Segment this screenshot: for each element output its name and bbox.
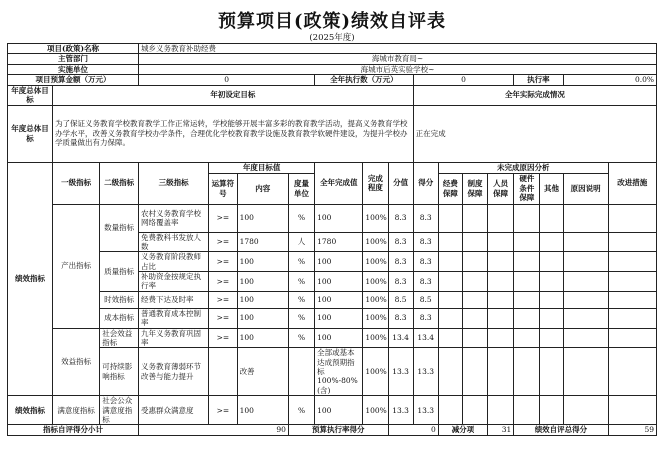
cell-empty	[462, 204, 487, 232]
budget-label: 项目预算金额（万元）	[8, 75, 139, 85]
cell-empty	[488, 204, 514, 232]
cell-empty	[563, 308, 608, 328]
cell-empty	[608, 328, 656, 348]
cell-empty	[514, 328, 540, 348]
cell-empty	[438, 396, 462, 425]
row-actual: 100	[315, 272, 363, 292]
cell-empty	[438, 348, 462, 396]
group-sustain: 可持续影响指标	[100, 348, 139, 396]
row-name: 补助资金按规定执行率	[139, 272, 209, 292]
table-row	[8, 328, 657, 348]
header-row-1	[8, 162, 657, 173]
row-content: 1780	[237, 232, 288, 252]
header-score: 得分	[413, 162, 438, 204]
row-op: >=	[209, 328, 237, 348]
row-content: 100	[237, 328, 288, 348]
cell-empty	[514, 308, 540, 328]
header-r3: 人员保障	[488, 173, 514, 204]
cell-empty	[462, 348, 487, 396]
cell-empty	[540, 232, 563, 252]
group-satisfaction: 满意度指标	[53, 396, 100, 425]
row-score: 13.3	[413, 348, 438, 396]
group-social: 社会效益指标	[100, 328, 139, 348]
cell-empty	[563, 291, 608, 308]
row-degree: 100%	[363, 396, 388, 425]
row-op: >=	[209, 272, 237, 292]
row-op: >=	[209, 396, 237, 425]
row-score: 8.3	[413, 252, 438, 272]
rate-label: 执行率	[514, 75, 563, 85]
row-val: 13.4	[388, 328, 413, 348]
cell-empty	[514, 348, 540, 396]
header-r2: 制度保障	[462, 173, 487, 204]
cell-empty	[540, 204, 563, 232]
header-lv3: 三级指标	[139, 162, 209, 204]
row-degree: 100%	[363, 252, 388, 272]
table-row	[8, 204, 657, 232]
row-content: 100	[237, 204, 288, 232]
header-r4: 硬件条件保障	[514, 173, 540, 204]
cell-empty	[608, 232, 656, 252]
cell-empty	[540, 328, 563, 348]
info-row-budget	[8, 75, 657, 85]
evaluation-table	[7, 43, 657, 436]
cell-empty	[488, 252, 514, 272]
exec-value: 0	[413, 75, 514, 85]
cell-empty	[608, 348, 656, 396]
row-degree: 100%	[363, 272, 388, 292]
cell-empty	[462, 328, 487, 348]
header-r1: 经费保障	[438, 173, 462, 204]
row-unit: %	[288, 328, 314, 348]
footer-row	[8, 425, 657, 435]
cell-empty	[514, 252, 540, 272]
row-name: 九年义务教育巩固率	[139, 328, 209, 348]
row-name: 经费下达及时率	[139, 291, 209, 308]
table-row	[8, 308, 657, 328]
row-op: >=	[209, 308, 237, 328]
row-unit: 人	[288, 232, 314, 252]
cell-empty	[514, 204, 540, 232]
info-row-project	[8, 44, 657, 54]
table-row	[8, 396, 657, 425]
table-row	[8, 291, 657, 308]
row-val: 8.3	[388, 272, 413, 292]
cell-empty	[462, 396, 487, 425]
info-row-unit	[8, 64, 657, 74]
row-op	[209, 348, 237, 396]
cell-empty	[514, 291, 540, 308]
goal-status: 正在完成	[413, 105, 656, 162]
cell-empty	[540, 348, 563, 396]
cell-empty	[540, 396, 563, 425]
header-r6: 原因说明	[563, 173, 608, 204]
self-score-value: 90	[139, 425, 289, 435]
project-value: 城乡义务教育补助经费	[139, 44, 657, 54]
header-op: 运算符号	[209, 173, 237, 204]
header-degree: 完成程度	[363, 162, 388, 204]
cell-empty	[438, 308, 462, 328]
row-actual: 100	[315, 396, 363, 425]
cell-empty	[514, 272, 540, 292]
dept-label: 主管部门	[8, 54, 139, 64]
cell-empty	[438, 291, 462, 308]
cell-empty	[540, 272, 563, 292]
row-unit: %	[288, 204, 314, 232]
row-actual: 100	[315, 252, 363, 272]
info-row-dept	[8, 54, 657, 64]
row-unit: %	[288, 252, 314, 272]
cell-empty	[514, 396, 540, 425]
cell-empty	[563, 328, 608, 348]
row-unit: %	[288, 272, 314, 292]
row-score: 8.3	[413, 204, 438, 232]
cell-empty	[438, 252, 462, 272]
initial-goal-header: 年初设定目标	[53, 85, 414, 105]
cell-empty	[462, 272, 487, 292]
row-degree: 100%	[363, 204, 388, 232]
cell-empty	[438, 328, 462, 348]
row-degree: 100%	[363, 328, 388, 348]
unit-label: 实施单位	[8, 64, 139, 74]
row-unit: %	[288, 308, 314, 328]
page-title: 预算项目(政策)绩效自评表	[217, 11, 447, 32]
cell-empty	[488, 328, 514, 348]
perf-label-2: 绩效指标	[8, 396, 53, 425]
row-name: 义务教育阶段教师占比	[139, 252, 209, 272]
row-name: 义务教育薄弱环节改善与能力提升	[139, 348, 209, 396]
group-benefit: 效益指标	[53, 328, 100, 396]
cell-empty	[563, 272, 608, 292]
goal-label: 年度总体目标	[8, 105, 53, 162]
deduct-value: 31	[488, 425, 514, 435]
row-name: 免费教科书发放人数	[139, 232, 209, 252]
row-degree: 100%	[363, 291, 388, 308]
group-satis-sub: 社会公众满意度指标	[100, 396, 139, 425]
deduct-label: 减分项	[438, 425, 487, 435]
row-content: 改善	[237, 348, 288, 396]
goal-text: 为了保证义务教育学校教育教学工作正常运转，学校能够开展丰富多彩的教育教学活动，提高义务教育学校办学水平，改善义务教育学校办学条件，合理优化学校教育教学设施及教育教学软硬件建设，为提升学校办学质量做出有力保障。	[53, 105, 414, 162]
row-score: 13.4	[413, 328, 438, 348]
row-val: 8.5	[388, 291, 413, 308]
header-lv2: 二级指标	[100, 162, 139, 204]
row-op: >=	[209, 291, 237, 308]
row-actual: 100	[315, 204, 363, 232]
unit-value: 海城市后英实验学校~	[139, 64, 657, 74]
row-actual: 100	[315, 308, 363, 328]
exec-label: 全年执行数（万元）	[315, 75, 414, 85]
group-cost: 成本指标	[100, 308, 139, 328]
row-score: 13.3	[413, 396, 438, 425]
total-score-value: 59	[608, 425, 656, 435]
budget-score-label: 预算执行率得分	[288, 425, 388, 435]
header-r5: 其他	[540, 173, 563, 204]
actual-goal-header: 全年实际完成情况	[413, 85, 656, 105]
row-actual: 100	[315, 291, 363, 308]
header-unit: 度量单位	[288, 173, 314, 204]
row-val: 13.3	[388, 348, 413, 396]
row-degree: 100%	[363, 308, 388, 328]
cell-empty	[608, 252, 656, 272]
row-content: 100	[237, 291, 288, 308]
row-degree: 100%	[363, 348, 388, 396]
perf-label: 绩效指标	[8, 162, 53, 396]
total-score-label: 绩效自评总得分	[514, 425, 608, 435]
goals-content-row	[8, 105, 657, 162]
cell-empty	[438, 272, 462, 292]
row-score: 8.3	[413, 272, 438, 292]
header-fix: 改进措施	[608, 162, 656, 204]
row-val: 8.3	[388, 204, 413, 232]
group-output: 产出指标	[53, 204, 100, 328]
cell-empty	[563, 252, 608, 272]
cell-empty	[488, 232, 514, 252]
header-score-val: 分值	[388, 162, 413, 204]
row-unit: %	[288, 291, 314, 308]
cell-empty	[608, 272, 656, 292]
row-content: 100	[237, 272, 288, 292]
cell-empty	[540, 308, 563, 328]
row-op: >=	[209, 204, 237, 232]
goals-section-label: 年度总体目标	[8, 85, 53, 105]
cell-empty	[462, 308, 487, 328]
row-val: 8.3	[388, 252, 413, 272]
table-row	[8, 252, 657, 272]
header-annual-target: 年度目标值	[209, 162, 315, 173]
row-score: 8.3	[413, 308, 438, 328]
header-content: 内容	[237, 173, 288, 204]
budget-score-value: 0	[388, 425, 438, 435]
page-subtitle: (2025年度)	[309, 33, 355, 43]
row-content: 100	[237, 252, 288, 272]
row-val: 8.3	[388, 232, 413, 252]
group-qty: 数量指标	[100, 204, 139, 252]
cell-empty	[488, 396, 514, 425]
cell-empty	[563, 204, 608, 232]
row-name: 农村义务教育学校网络覆盖率	[139, 204, 209, 232]
header-reasons: 未完成原因分析	[438, 162, 608, 173]
cell-empty	[488, 272, 514, 292]
row-name: 受惠群众满意度	[139, 396, 209, 425]
dept-value: 海城市教育局~	[139, 54, 657, 64]
row-degree: 100%	[363, 232, 388, 252]
cell-empty	[438, 232, 462, 252]
cell-empty	[608, 308, 656, 328]
row-score: 8.5	[413, 291, 438, 308]
cell-empty	[438, 204, 462, 232]
project-label: 项目(政策)名称	[8, 44, 139, 54]
cell-empty	[488, 291, 514, 308]
cell-empty	[462, 291, 487, 308]
row-score: 8.3	[413, 232, 438, 252]
header-lv1: 一级指标	[53, 162, 100, 204]
table-row	[8, 348, 657, 396]
rate-value: 0.0%	[563, 75, 656, 85]
goals-header-row	[8, 85, 657, 105]
cell-empty	[608, 396, 656, 425]
row-content: 100	[237, 308, 288, 328]
row-name: 普通教育成本控制率	[139, 308, 209, 328]
row-actual: 全部或基本达成预期指标100%-80%(含)	[315, 348, 363, 396]
row-unit: %	[288, 396, 314, 425]
cell-empty	[514, 232, 540, 252]
row-actual: 100	[315, 328, 363, 348]
cell-empty	[488, 348, 514, 396]
group-qual: 质量指标	[100, 252, 139, 292]
cell-empty	[488, 308, 514, 328]
cell-empty	[563, 348, 608, 396]
row-op: >=	[209, 252, 237, 272]
cell-empty	[540, 252, 563, 272]
row-val: 13.3	[388, 396, 413, 425]
cell-empty	[462, 232, 487, 252]
row-val: 8.3	[388, 308, 413, 328]
budget-value: 0	[139, 75, 315, 85]
cell-empty	[462, 252, 487, 272]
row-actual: 1780	[315, 232, 363, 252]
group-time: 时效指标	[100, 291, 139, 308]
cell-empty	[563, 232, 608, 252]
cell-empty	[563, 396, 608, 425]
cell-empty	[608, 291, 656, 308]
row-unit	[288, 348, 314, 396]
self-score-label: 指标自评得分小计	[8, 425, 139, 435]
row-op: >=	[209, 232, 237, 252]
row-content: 100	[237, 396, 288, 425]
cell-empty	[608, 204, 656, 232]
header-actual: 全年完成值	[315, 162, 363, 204]
cell-empty	[540, 291, 563, 308]
